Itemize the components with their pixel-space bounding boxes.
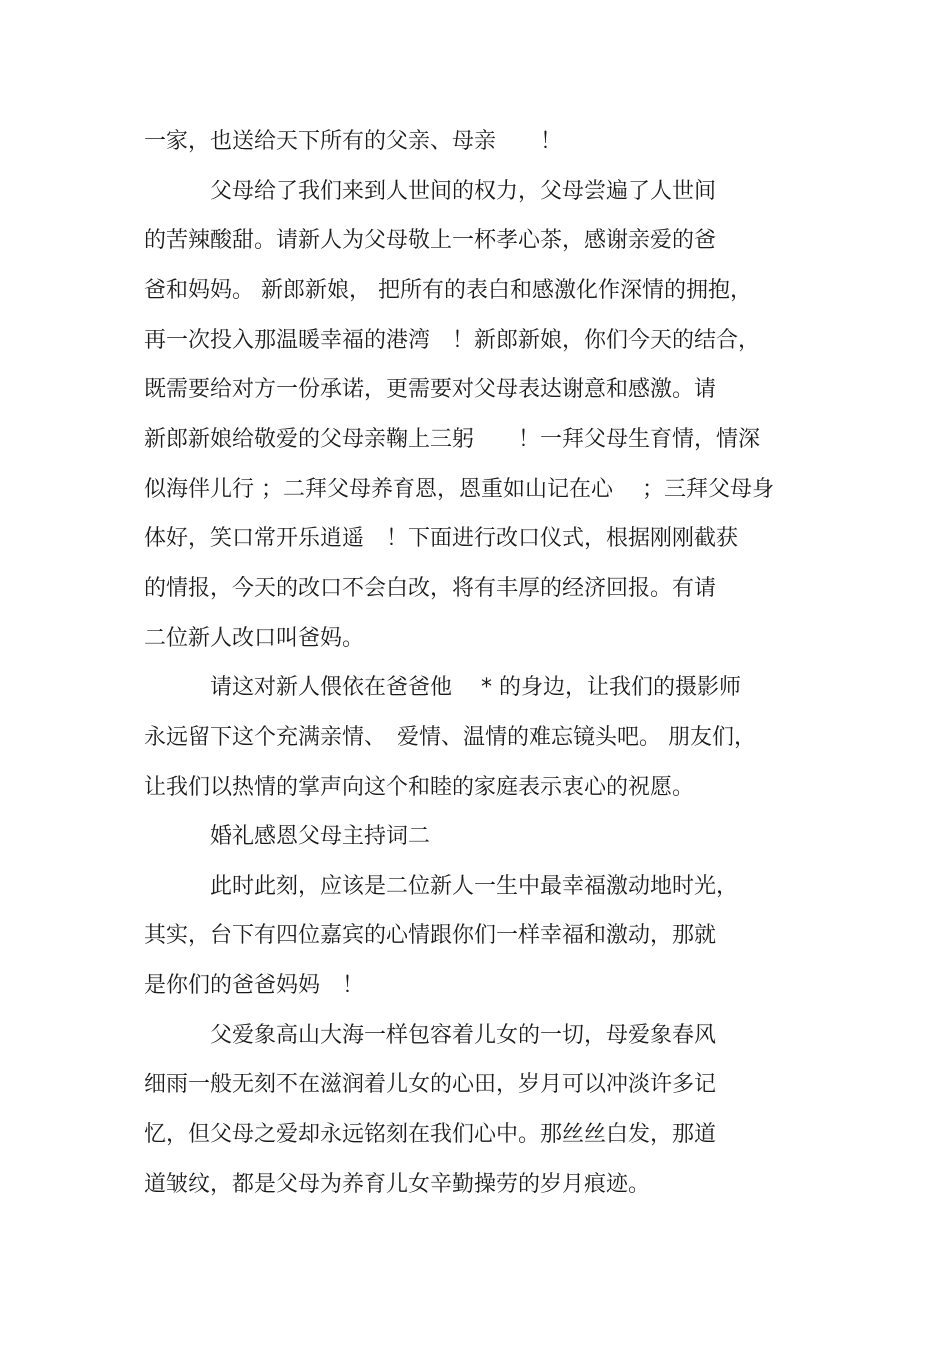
- text-line: 让我们以热情的掌声向这个和睦的家庭表示衷心的祝愿。: [144, 775, 695, 800]
- text-line: 再一次投入那温暖幸福的港湾 ！新郎新娘，你们今天的结合，: [144, 328, 761, 353]
- text-line: 爸和妈妈。 新郎新娘， 把所有的表白和感激化作深情的拥抱，: [144, 278, 752, 303]
- text-line: 父爱象高山大海一样包容着儿女的一切，母爱象春风: [144, 1023, 717, 1048]
- text-line: 此时此刻，应该是二位新人一生中最幸福激动地时光，: [144, 874, 739, 899]
- text-line: 的苦辣酸甜。请新人为父母敬上一杯孝心茶，感谢亲爱的爸: [144, 228, 717, 253]
- text-line: 忆，但父母之爱却永远铭刻在我们心中。那丝丝白发，那道: [144, 1122, 717, 1147]
- text-line: 似海伴儿行 ；二拜父母养育恩，恩重如山记在心 ；三拜父母身: [144, 477, 774, 502]
- text-line: 请这对新人偎依在爸爸他 * 的身边，让我们的摄影师: [144, 675, 741, 700]
- text-line: 体好，笑口常开乐逍遥 ！下面进行改口仪式，根据刚刚截获: [144, 526, 739, 551]
- text-line: 道皱纹，都是父母为养育儿女辛勤操劳的岁月痕迹。: [144, 1172, 651, 1197]
- section-heading: 婚礼感恩父母主持词二: [144, 824, 431, 849]
- text-line: 一家，也送给天下所有的父亲、母亲 ！: [144, 129, 563, 154]
- text-line: 的情报，今天的改口不会白改，将有丰厚的经济回报。有请: [144, 576, 717, 601]
- text-line: 新郎新娘给敬爱的父母亲鞠上三躬 ！一拜父母生育情，情深: [144, 427, 761, 452]
- text-line: 是你们的爸爸妈妈 ！: [144, 973, 365, 998]
- text-line: 父母给了我们来到人世间的权力，父母尝遍了人世间: [144, 179, 717, 204]
- text-line: 细雨一般无刻不在滋润着儿女的心田，岁月可以冲淡许多记: [144, 1072, 717, 1097]
- text-line: 永远留下这个充满亲情、 爱情、温情的难忘镜头吧。 朋友们，: [144, 725, 756, 750]
- text-line: 其实，台下有四位嘉宾的心情跟你们一样幸福和激动，那就: [144, 923, 717, 948]
- text-line: 既需要给对方一份承诺，更需要对父母表达谢意和感激。请: [144, 377, 717, 402]
- text-line: 二位新人改口叫爸妈。: [144, 626, 365, 651]
